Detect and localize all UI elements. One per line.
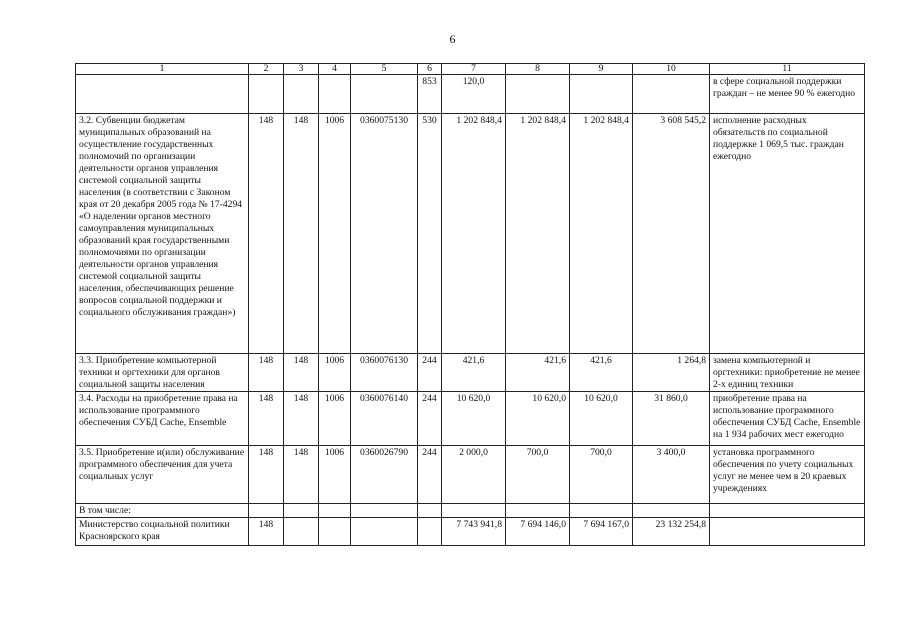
cell-year1: 120,0 [442,75,506,114]
cell-csr: 0360076130 [351,354,418,392]
cell-year2: 1 202 848,4 [506,114,570,354]
column-header: 2 [249,64,284,75]
cell-year3: 10 620,0 [570,392,633,446]
cell-year2: 421,6 [506,354,570,392]
cell-grbs: 148 [249,518,284,546]
cell-year1: 2 000,0 [442,446,506,504]
column-header: 1 [76,64,249,75]
cell-section: 1006 [319,354,351,392]
cell-section: 1006 [319,392,351,446]
cell-total: 3 608 545,2 [633,114,710,354]
cell-rzpr [284,504,319,518]
cell-vr: 244 [418,446,442,504]
cell-year1: 10 620,0 [442,392,506,446]
ministry-row [76,518,865,546]
cell-name: Министерство социальной политики Красноярского края [76,518,249,546]
cell-csr: 0360075130 [351,114,418,354]
cell-total [633,504,710,518]
cell-year2: 7 694 146,0 [506,518,570,546]
column-header: 6 [418,64,442,75]
cell-csr: 0360026790 [351,446,418,504]
column-header: 11 [710,64,865,75]
cell-result: в сфере социальной поддержки граждан – не менее 90 % ежегодно [710,75,865,114]
table-row [76,114,865,354]
cell-result: исполнение расходных обязательств по социальной поддержке 1 069,5 тыс. граждан ежегодно [710,114,865,354]
cell-year2 [506,75,570,114]
cell-year3: 700,0 [570,446,633,504]
table-row [76,354,865,392]
cell-year2: 700,0 [506,446,570,504]
cell-year3: 1 202 848,4 [570,114,633,354]
cell-grbs: 148 [249,354,284,392]
column-header: 10 [633,64,710,75]
cell-result [710,504,865,518]
cell-total: 31 860,0 [633,392,710,446]
cell-vr [418,504,442,518]
cell-year3 [570,75,633,114]
cell-year2: 10 620,0 [506,392,570,446]
cell-vr: 244 [418,354,442,392]
cell-total: 3 400,0 [633,446,710,504]
cell-grbs [249,504,284,518]
cell-name: 3.2. Субвенции бюджетам муниципальных образований на осуществление государственных полномочий по организации деятельности органов управления системой социальной защиты населения (в соответствии с Законом края от 20 декабря 2005 года № 17-4294 «О наделении органов местного самоуправления муниципальных образований края государственными полномочиями по организации деятельности органов управления системой социальной защиты населения, обеспечивающих решение вопросов социальной поддержки и социального обслуживания граждан») [76,114,249,354]
cell-csr [351,518,418,546]
cell-vr: 244 [418,392,442,446]
column-header: 3 [284,64,319,75]
cell-rzpr: 148 [284,114,319,354]
cell-total [633,75,710,114]
cell-year2 [506,504,570,518]
cell-rzpr [284,518,319,546]
cell-rzpr: 148 [284,446,319,504]
page-number: 6 [449,32,456,46]
cell-section [319,518,351,546]
cell-csr [351,504,418,518]
cell-rzpr: 148 [284,354,319,392]
cell-rzpr [284,75,319,114]
column-number-row [76,64,865,75]
cell-grbs: 148 [249,114,284,354]
column-header: 7 [442,64,506,75]
cell-csr [351,75,418,114]
cell-result: приобретение права на использование программного обеспечения СУБД Cache, Ensemble на 1 934 рабочих мест ежегодно [710,392,865,446]
cell-grbs [249,75,284,114]
program-measures-table [75,63,865,546]
cell-vr: 853 [418,75,442,114]
cell-section [319,75,351,114]
including-row [76,504,865,518]
column-header: 4 [319,64,351,75]
cell-year1: 1 202 848,4 [442,114,506,354]
cell-vr: 530 [418,114,442,354]
cell-section: 1006 [319,114,351,354]
cell-section [319,504,351,518]
cell-year3: 7 694 167,0 [570,518,633,546]
cell-year1: 421,6 [442,354,506,392]
cell-result [710,518,865,546]
cell-csr: 0360076140 [351,392,418,446]
cell-year1 [442,504,506,518]
table-row [76,392,865,446]
cell-rzpr: 148 [284,392,319,446]
including-label: В том числе: [76,504,249,518]
column-header: 8 [506,64,570,75]
cell-section: 1006 [319,446,351,504]
column-header: 5 [351,64,418,75]
cell-vr [418,518,442,546]
cell-name: 3.3. Приобретение компьютерной техники и оргтехники для органов социальной защиты населения [76,354,249,392]
cell-total: 1 264,8 [633,354,710,392]
cell-year3 [570,504,633,518]
cell-name [76,75,249,114]
table-row [76,446,865,504]
column-header: 9 [570,64,633,75]
cell-year3: 421,6 [570,354,633,392]
cell-name: 3.5. Приобретение и(или) обслуживание программного обеспечения для учета социальных услуг [76,446,249,504]
cell-grbs: 148 [249,392,284,446]
cell-result: установка программного обеспечения по учету социальных услуг не менее чем в 20 краевых учреждениях [710,446,865,504]
cell-result: замена компьютерной и оргтехники: приобретение не менее 2-х единиц техники [710,354,865,392]
cell-name: 3.4. Расходы на приобретение права на использование программного обеспечения СУБД Cache, Ensemble [76,392,249,446]
cell-total: 23 132 254,8 [633,518,710,546]
continuation-row [76,75,865,114]
cell-year1: 7 743 941,8 [442,518,506,546]
cell-grbs: 148 [249,446,284,504]
